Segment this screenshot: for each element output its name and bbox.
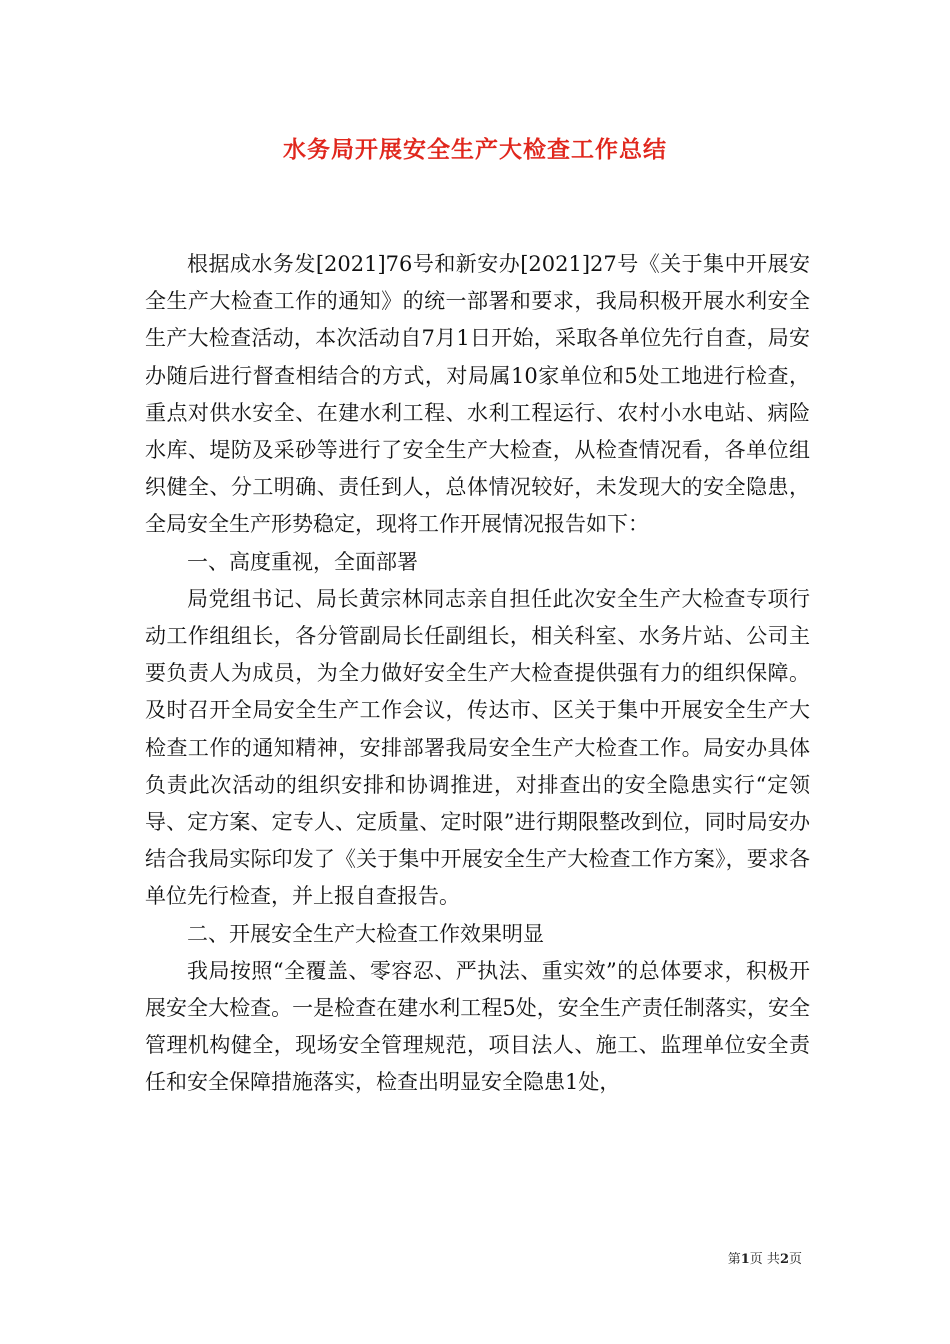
- document-body: [145, 246, 810, 1102]
- footer-middle: 页 共: [749, 1252, 780, 1267]
- paragraph-section-2: 我局按照“全覆盖、零容忍、严执法、重实效”的总体要求，积极开展安全大检查。一是检查在建水利工程5处，安全生产责任制落实，安全管理机构健全，现场安全管理规范，项目法人、施工、监理单位安全责任和安全保障措施落实，检查出明显安全隐患1处，: [145, 958, 810, 1095]
- footer-current-page: 1: [740, 1252, 750, 1267]
- section-heading-1: 一、高度重视，全面部署: [187, 549, 418, 574]
- footer-suffix: 页: [788, 1252, 802, 1267]
- footer-total-pages: 2: [779, 1252, 789, 1267]
- paragraph-intro: 根据成水务发[2021]76号和新安办[2021]27号《关于集中开展安全生产大检查工作的通知》的统一部署和要求，我局积极开展水利安全生产大检查活动，本次活动自7月1日开始，采取各单位先行自查，局安办随后进行督查相结合的方式，对局属10家单位和5处工地进行检查，重点对供水安全、在建水利工程、水利工程运行、农村小水电站、病险水库、堤防及采砂等进行了安全生产大检查，从检查情况看，各单位组织健全、分工明确、责任到人，总体情况较好，未发现大的安全隐患，全局安全生产形势稳定，现将工作开展情况报告如下：: [145, 252, 810, 537]
- page-title: 水务局开展安全生产大检查工作总结: [283, 137, 667, 163]
- paragraph-section-1: 局党组书记、局长黄宗林同志亲自担任此次安全生产大检查专项行动工作组组长，各分管副局长任副组长，相关科室、水务片站、公司主要负责人为成员，为全力做好安全生产大检查提供强有力的组织保障。及时召开全局安全生产工作会议，传达市、区关于集中开展安全生产大检查工作的通知精神，安排部署我局安全生产大检查工作。局安办具体负责此次活动的组织安排和协调推进，对排查出的安全隐患实行“定领导、定方案、定专人、定质量、定时限”进行期限整改到位，同时局安办结合我局实际印发了《关于集中开展安全生产大检查工作方案》，要求各单位先行检查，并上报自查报告。: [145, 586, 810, 909]
- section-heading-2: 二、开展安全生产大检查工作效果明显: [187, 921, 544, 946]
- footer-prefix: 第: [727, 1252, 741, 1267]
- page-number-footer: [728, 1248, 802, 1267]
